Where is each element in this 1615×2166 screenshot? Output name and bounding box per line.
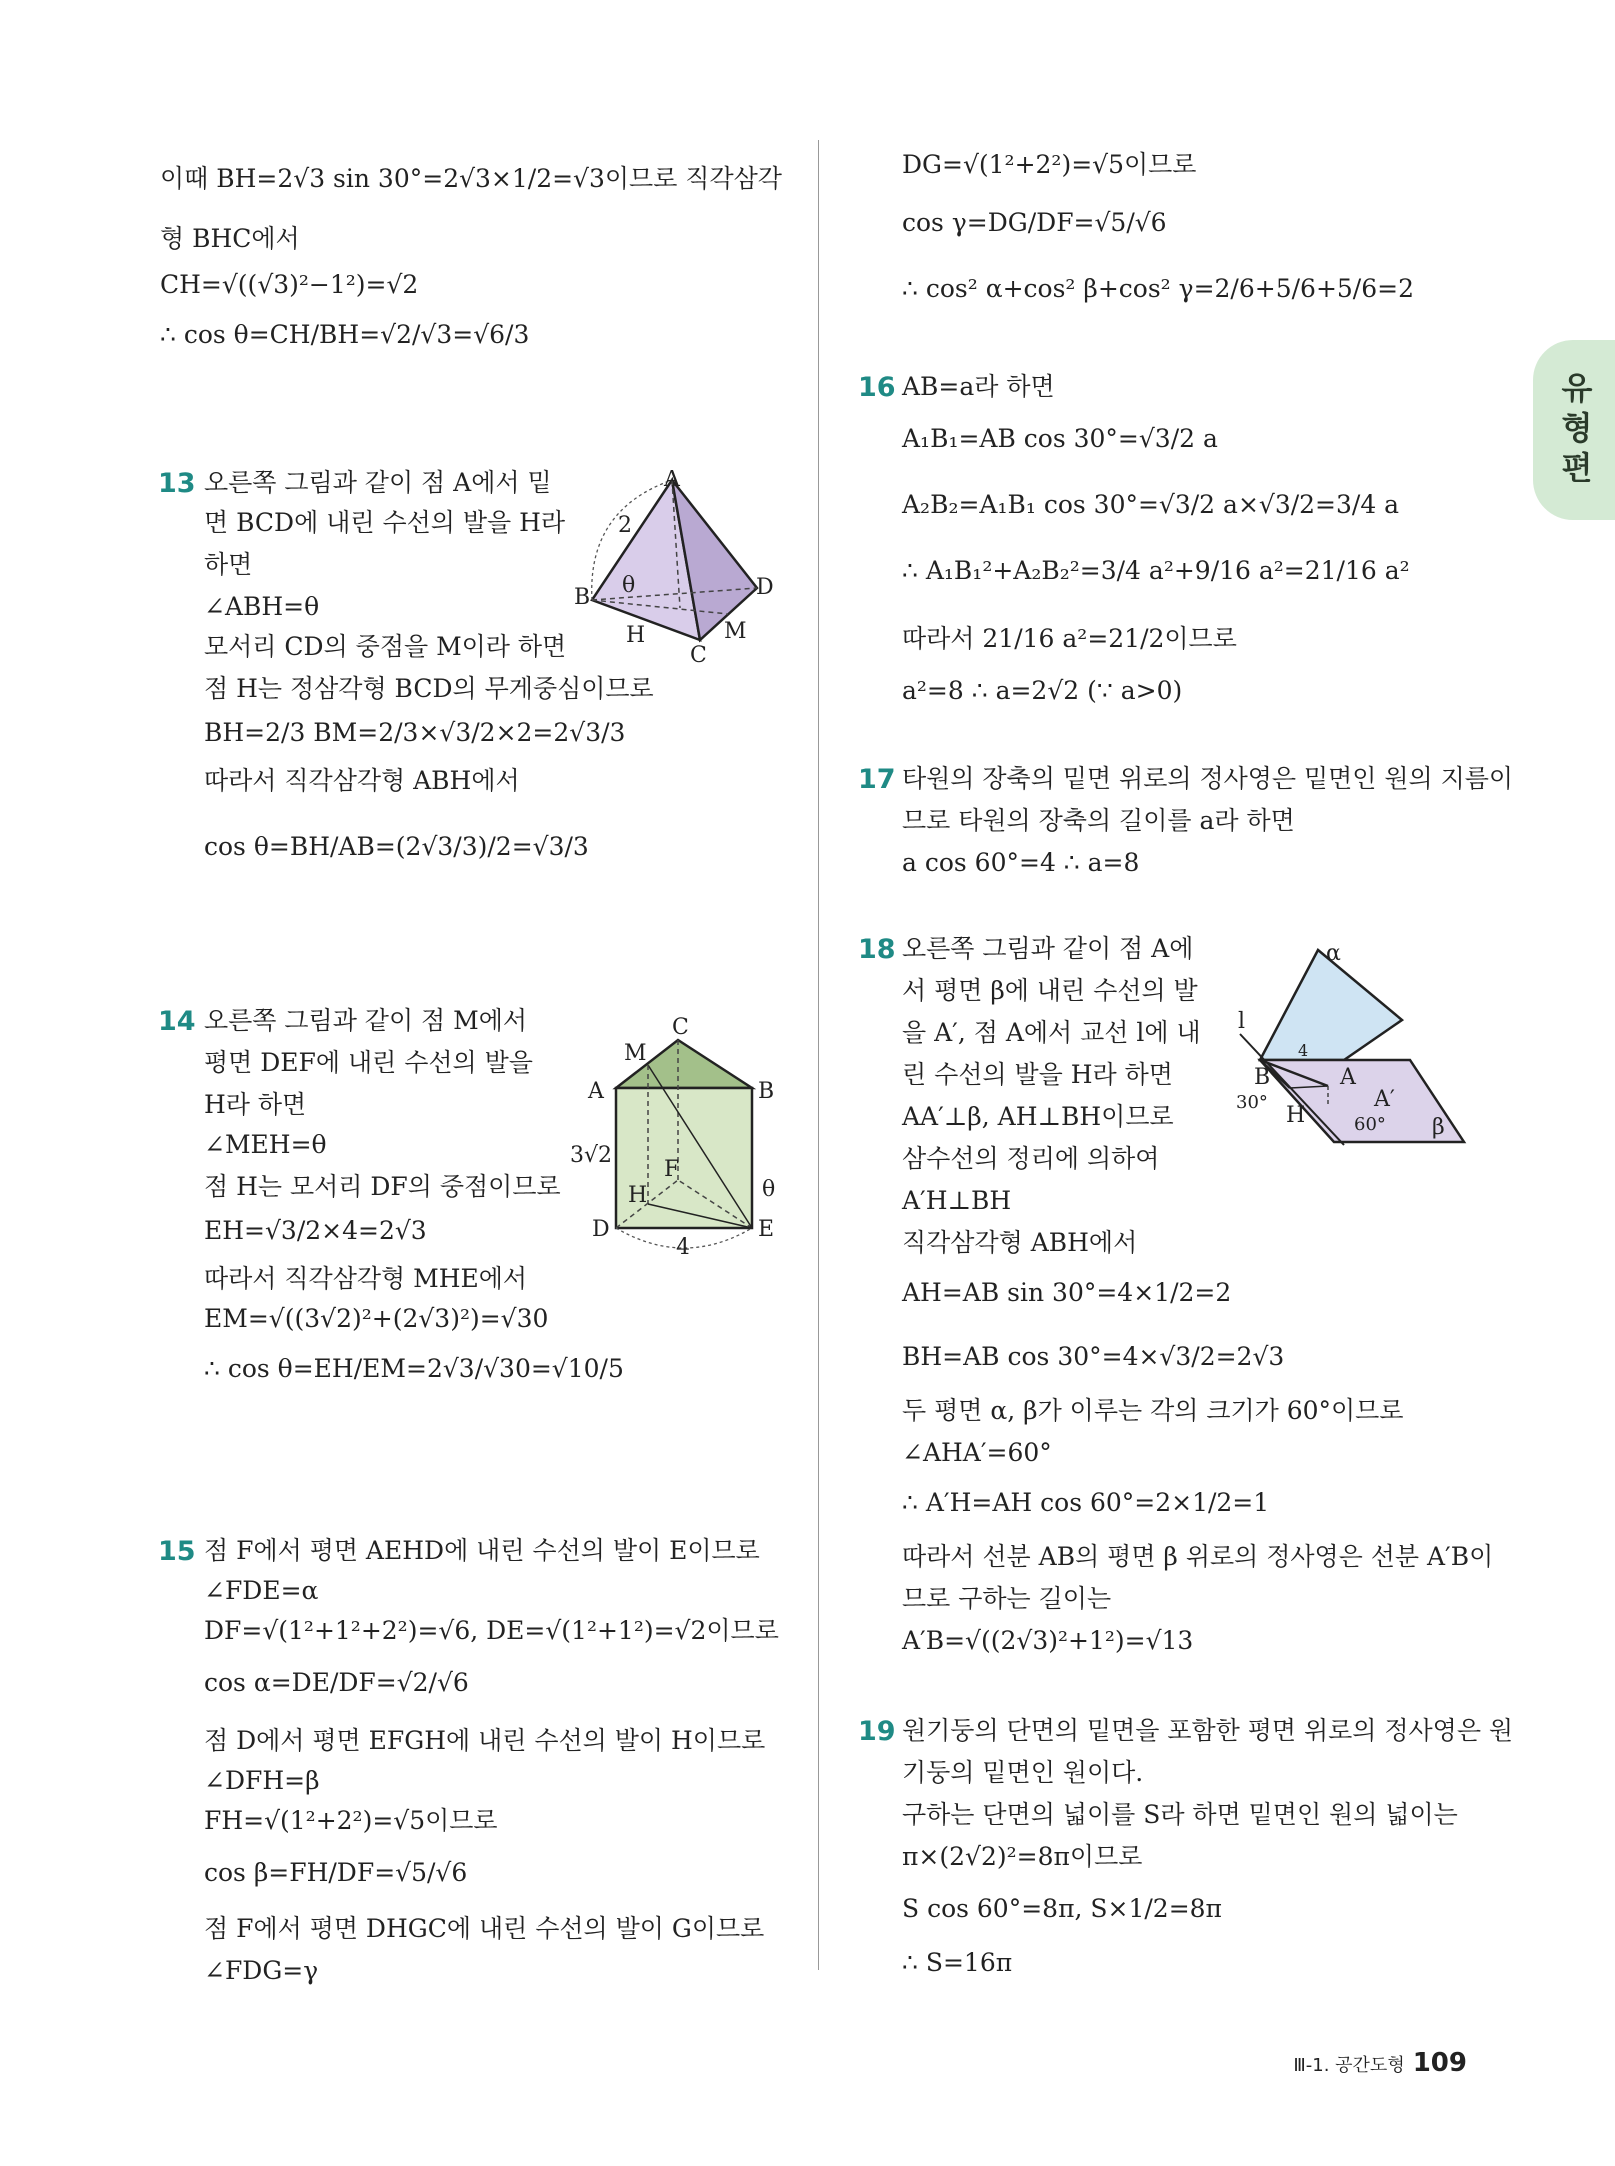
side-tab-label: 유형편 <box>1561 369 1593 487</box>
solution-line: 점 F에서 평면 AEHD에 내린 수선의 발이 E이므로 <box>204 1536 760 1565</box>
solution-line: 원기둥의 단면의 밑면을 포함한 평면 위로의 정사영은 원 <box>902 1716 1514 1745</box>
problem-number: 15 <box>158 1536 196 1567</box>
solution-line: 을 A′, 점 A에서 교선 l에 내 <box>902 1018 1201 1047</box>
page-number: 109 <box>1412 2048 1467 2078</box>
solution-line: 평면 DEF에 내린 수선의 발을 <box>204 1048 533 1077</box>
solution-line: BH=AB cos 30°=4×√3/2=2√3 <box>902 1342 1285 1371</box>
page-footer <box>1293 2048 1467 2078</box>
plane-alpha <box>1260 950 1402 1060</box>
solution-line: 타원의 장축의 밑면 위로의 정사영은 밑면인 원의 지름이 <box>902 764 1514 793</box>
solution-line: ∠AHA′=60° <box>902 1438 1052 1467</box>
problem-number: 19 <box>858 1716 896 1747</box>
solution-line: AA′⊥β, AH⊥BH이므로 <box>902 1102 1174 1131</box>
solution-line: ∠ABH=θ <box>204 592 320 621</box>
solution-line: ∴ A′H=AH cos 60°=2×1/2=1 <box>902 1488 1270 1517</box>
solution-line: 하면 <box>204 550 253 579</box>
fig-label: 30° <box>1236 1092 1268 1113</box>
solution-line: cos β=FH/DF=√5/√6 <box>204 1858 468 1887</box>
planes-figure <box>1236 930 1476 1160</box>
solution-line: A′B=√((2√3)²+1²)=√13 <box>902 1626 1194 1655</box>
fig-label: H <box>626 623 646 648</box>
solution-line: 점 H는 모서리 DF의 중점이므로 <box>204 1172 561 1201</box>
solution-line: a cos 60°=4 ∴ a=8 <box>902 848 1140 877</box>
fig-label: M <box>724 619 747 644</box>
fig-label: C <box>690 643 707 668</box>
side-tab <box>1533 340 1615 520</box>
fig-label: M <box>624 1041 647 1066</box>
tetrahedron-figure <box>572 470 792 680</box>
fig-label: β <box>1432 1115 1445 1140</box>
fig-label: H <box>1286 1103 1306 1128</box>
problem-number: 18 <box>858 934 896 965</box>
solution-line: ∠MEH=θ <box>204 1130 327 1159</box>
fig-label: A′ <box>1374 1087 1395 1112</box>
solution-line: EM=√((3√2)²+(2√3)²)=√30 <box>204 1304 549 1333</box>
solution-line: EH=√3/2×4=2√3 <box>204 1216 427 1245</box>
solution-line: H라 하면 <box>204 1090 307 1119</box>
fig-label: A <box>664 470 680 492</box>
solution-line: cos γ=DG/DF=√5/√6 <box>902 208 1167 237</box>
fig-label: α <box>1326 941 1341 966</box>
solution-line: 따라서 21/16 a²=21/2이므로 <box>902 624 1237 653</box>
solution-line: ∠FDE=α <box>204 1576 319 1605</box>
solution-line: ∠FDG=γ <box>204 1956 319 1985</box>
fig-label: C <box>672 1015 689 1040</box>
column-divider <box>818 140 819 1970</box>
prism-figure <box>568 1010 798 1260</box>
fig-label: θ <box>622 573 636 598</box>
fig-label: B <box>1254 1065 1271 1090</box>
solution-line: AH=AB sin 30°=4×1/2=2 <box>902 1278 1232 1307</box>
solution-line: CH=√((√3)²−1²)=√2 <box>160 270 419 299</box>
fig-label: B <box>574 585 591 610</box>
solution-line: DG=√(1²+2²)=√5이므로 <box>902 150 1197 179</box>
problem-number: 13 <box>158 468 196 499</box>
solution-line: 점 D에서 평면 EFGH에 내린 수선의 발이 H이므로 <box>204 1726 766 1755</box>
problem-number: 14 <box>158 1006 196 1037</box>
solution-line: 오른쪽 그림과 같이 점 A에 <box>902 934 1194 963</box>
solution-line: 직각삼각형 ABH에서 <box>902 1228 1138 1257</box>
solution-line: 형 BHC에서 <box>160 224 300 253</box>
solution-line: 면 BCD에 내린 수선의 발을 H라 <box>204 508 566 537</box>
solution-line: ∴ A₁B₁²+A₂B₂²=3/4 a²+9/16 a²=21/16 a² <box>902 556 1410 585</box>
fig-label: 3√2 <box>570 1143 613 1168</box>
solution-line: FH=√(1²+2²)=√5이므로 <box>204 1806 498 1835</box>
fig-label: D <box>592 1217 610 1242</box>
solution-line: 구하는 단면의 넓이를 S라 하면 밑면인 원의 넓이는 <box>902 1800 1458 1829</box>
fig-label: E <box>758 1217 775 1242</box>
problem-number: 16 <box>858 372 896 403</box>
solution-line: 서 평면 β에 내린 수선의 발 <box>902 976 1198 1005</box>
solution-line: 이때 BH=2√3 sin 30°=2√3×1/2=√3이므로 직각삼각 <box>160 164 782 193</box>
solution-line: 기둥의 밑면인 원이다. <box>902 1758 1144 1787</box>
fig-label: 2 <box>618 513 632 538</box>
solution-line: 따라서 직각삼각형 MHE에서 <box>204 1264 528 1293</box>
fig-label: A <box>1340 1065 1356 1090</box>
fig-label: θ <box>762 1177 776 1202</box>
solution-line: ∠DFH=β <box>204 1766 320 1795</box>
solution-line: 모서리 CD의 중점을 M이라 하면 <box>204 632 567 661</box>
solution-line: ∴ S=16π <box>902 1948 1013 1977</box>
solution-line: cos α=DE/DF=√2/√6 <box>204 1668 469 1697</box>
solution-line: 점 F에서 평면 DHGC에 내린 수선의 발이 G이므로 <box>204 1914 765 1943</box>
solution-line: a²=8 ∴ a=2√2 (∵ a>0) <box>902 676 1183 705</box>
solution-line: 따라서 직각삼각형 ABH에서 <box>204 766 520 795</box>
fig-label: 4 <box>676 1235 690 1260</box>
solution-line: cos θ=BH/AB=(2√3/3)/2=√3/3 <box>204 832 589 861</box>
solution-line: π×(2√2)²=8π이므로 <box>902 1842 1143 1871</box>
fig-label: B <box>758 1079 775 1104</box>
solution-line: 따라서 선분 AB의 평면 β 위로의 정사영은 선분 A′B이 <box>902 1542 1494 1571</box>
fig-label: F <box>664 1157 680 1182</box>
fig-label: H <box>628 1183 648 1208</box>
solution-line: A₂B₂=A₁B₁ cos 30°=√3/2 a×√3/2=3/4 a <box>902 490 1400 519</box>
fig-label: 60° <box>1354 1114 1386 1135</box>
fig-label: l <box>1238 1009 1246 1034</box>
solution-line: ∴ cos² α+cos² β+cos² γ=2/6+5/6+5/6=2 <box>902 274 1414 303</box>
fig-label: D <box>756 575 774 600</box>
solution-line: 므로 타원의 장축의 길이를 a라 하면 <box>902 806 1295 835</box>
problem-number: 17 <box>858 764 896 795</box>
solution-line: A′H⊥BH <box>902 1186 1012 1215</box>
solution-line: AB=a라 하면 <box>902 372 1055 401</box>
fig-label: A <box>588 1079 604 1104</box>
solution-line: 두 평면 α, β가 이루는 각의 크기가 60°이므로 <box>902 1396 1404 1425</box>
fig-label: 4 <box>1298 1041 1309 1060</box>
solution-line: DF=√(1²+1²+2²)=√6, DE=√(1²+1²)=√2이므로 <box>204 1616 779 1645</box>
section-label: Ⅲ-1. 공간도형 <box>1293 2055 1405 2076</box>
solution-line: 삼수선의 정리에 의하여 <box>902 1144 1160 1173</box>
solution-line: 오른쪽 그림과 같이 점 A에서 밑 <box>204 468 552 497</box>
solution-line: BH=2/3 BM=2/3×√3/2×2=2√3/3 <box>204 718 626 747</box>
solution-line: 므로 구하는 길이는 <box>902 1584 1112 1613</box>
solution-line: 점 H는 정삼각형 BCD의 무게중심이므로 <box>204 674 654 703</box>
solution-line: 오른쪽 그림과 같이 점 M에서 <box>204 1006 528 1035</box>
solution-line: A₁B₁=AB cos 30°=√3/2 a <box>902 424 1218 453</box>
solution-line: 린 수선의 발을 H라 하면 <box>902 1060 1173 1089</box>
solution-line: ∴ cos θ=CH/BH=√2/√3=√6/3 <box>160 320 530 349</box>
solution-line: ∴ cos θ=EH/EM=2√3/√30=√10/5 <box>204 1354 624 1383</box>
solution-line: S cos 60°=8π, S×1/2=8π <box>902 1894 1222 1923</box>
